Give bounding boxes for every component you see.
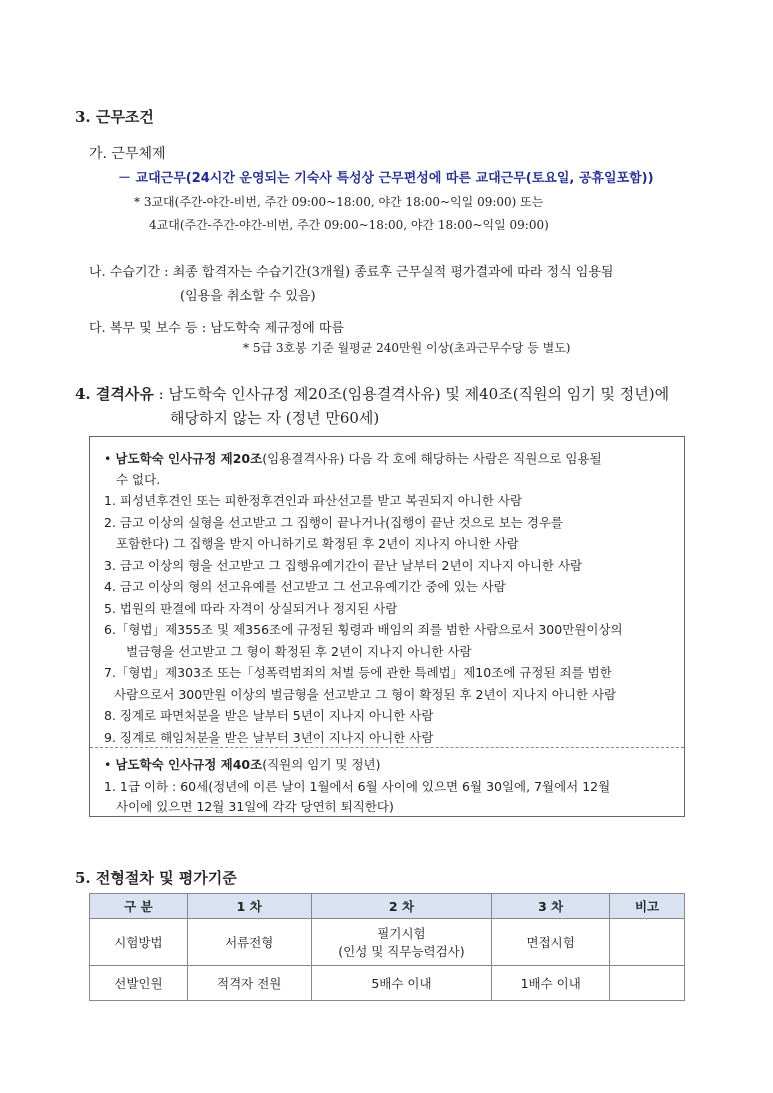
art40-title: 남도학숙 인사규정 제40조 — [115, 757, 263, 772]
written-exam-sub: (인성 및 직무능력검사) — [338, 944, 465, 959]
table-row — [90, 966, 685, 1001]
table-cell: 면접시험 — [492, 919, 610, 966]
list-item: 5. 법원의 판결에 따라 자격이 상실되거나 정지된 사람 — [104, 601, 398, 616]
art20-desc-2: 수 없다. — [116, 472, 161, 487]
table-cell — [610, 966, 685, 1001]
work-system-label: 가. 근무체제 — [89, 146, 166, 162]
list-item: 9. 징계로 해임처분을 받은 날부터 3년이 지나지 아니한 사람 — [104, 730, 434, 745]
table-cell: 1배수 이내 — [492, 966, 610, 1001]
table-cell: 서류전형 — [187, 919, 311, 966]
section-4-desc: : 남도학숙 인사규정 제20조(임용결격사유) 및 제40조(직원의 임기 및 정년)에 — [153, 385, 670, 403]
list-item: 7.「형법」제303조 또는「성폭력범죄의 처벌 등에 관한 특례법」제10조에 규정된 죄를 범한 — [104, 665, 612, 680]
col-header: 구 분 — [90, 894, 188, 919]
pay-note: * 5급 3호봉 기준 월평균 240만원 이상(초과근무수당 등 별도) — [243, 341, 571, 355]
art20-heading — [104, 449, 602, 467]
list-item: 4. 금고 이상의 형의 선고유예를 선고받고 그 선고유예기간 중에 있는 사람 — [104, 579, 506, 594]
probation-text: 나. 수습기간 : 최종 합격자는 수습기간(3개월) 종료후 근무실적 평가결과에 따라 정식 임용됨 — [89, 265, 614, 280]
art40-item: 1. 1급 이하 : 60세(정년에 이른 날이 1월에서 6월 사이에 있으면 6월 30일에, 7월에서 12월 — [104, 779, 611, 794]
list-item: 벌금형을 선고받고 그 형이 확정된 후 2년이 지나지 아니한 사람 — [126, 644, 472, 659]
list-item: 6.「형법」제355조 및 제356조에 규정된 횡령과 배임의 죄를 범한 사람으로서 300만원이상의 — [104, 622, 623, 637]
art20-desc: (임용결격사유) 다음 각 호에 해당하는 사람은 직원으로 임용될 — [262, 451, 602, 466]
table-cell: 시험방법 — [90, 919, 188, 966]
dashed-divider — [90, 747, 684, 748]
art20-title: 남도학숙 인사규정 제20조 — [115, 451, 263, 466]
list-item: 포함한다) 그 집행을 받지 아니하기로 확정된 후 2년이 지나지 아니한 사람 — [116, 536, 519, 551]
shift-description: － 교대근무(24시간 운영되는 기숙사 특성상 근무편성에 따른 교대근무(토요일, 공휴일포함)) — [118, 171, 654, 186]
list-item: 사람으로서 300만원 이상의 벌금형을 선고받고 그 형이 확정된 후 2년이 지나지 아니한 사람 — [114, 687, 617, 702]
col-header: 2 차 — [311, 894, 492, 919]
service-pay-text: 다. 복무 및 보수 등 : 남도학숙 제규정에 따름 — [89, 321, 345, 336]
bullet-icon: • — [104, 451, 112, 466]
section-4-title: 4. 결격사유 — [75, 385, 154, 403]
list-item: 3. 금고 이상의 형을 선고받고 그 집행유예기간이 끝난 날부터 2년이 지나지 아니한 사람 — [104, 558, 583, 573]
shift-note-2: 4교대(주간-주간-야간-비번, 주간 09:00~18:00, 야간 18:00~익일 09:00) — [149, 218, 549, 232]
table-cell: 선발인원 — [90, 966, 188, 1001]
bullet-icon: • — [104, 757, 112, 772]
probation-note: (임용을 취소할 수 있음) — [180, 289, 316, 304]
art40-heading — [104, 755, 381, 773]
written-exam-label: 필기시험 — [377, 926, 426, 941]
art40-desc: (직원의 임기 및 정년) — [262, 757, 381, 772]
col-header: 1 차 — [187, 894, 311, 919]
art40-item-cont: 사이에 있으면 12월 31일에 각각 당연히 퇴직한다) — [116, 799, 394, 814]
col-header: 비고 — [610, 894, 685, 919]
list-item: 1. 피성년후견인 또는 피한정후견인과 파산선고를 받고 복권되지 아니한 사람 — [104, 493, 523, 508]
table-cell: 5배수 이내 — [311, 966, 492, 1001]
col-header: 3 차 — [492, 894, 610, 919]
section-5-heading: 5. 전형절차 및 평가기준 — [75, 869, 237, 887]
table-cell — [311, 919, 492, 966]
list-item: 8. 징계로 파면처분을 받은 날부터 5년이 지나지 아니한 사람 — [104, 708, 434, 723]
list-item: 2. 금고 이상의 실형을 선고받고 그 집행이 끝나거나(집행이 끝난 것으로 보는 경우를 — [104, 515, 563, 530]
section-3-heading: 3. 근무조건 — [75, 108, 154, 126]
shift-note-1: * 3교대(주간-야간-비번, 주간 09:00~18:00, 야간 18:00~익일 09:00) 또는 — [134, 195, 544, 209]
table-header-row — [90, 894, 685, 919]
table-cell: 적격자 전원 — [187, 966, 311, 1001]
disqualification-box — [89, 436, 685, 817]
table-row — [90, 919, 685, 966]
table-cell — [610, 919, 685, 966]
section-4-heading — [75, 383, 669, 404]
section-4-desc-2: 해당하지 않는 자 (정년 만60세) — [170, 409, 380, 427]
selection-table — [89, 893, 685, 1001]
